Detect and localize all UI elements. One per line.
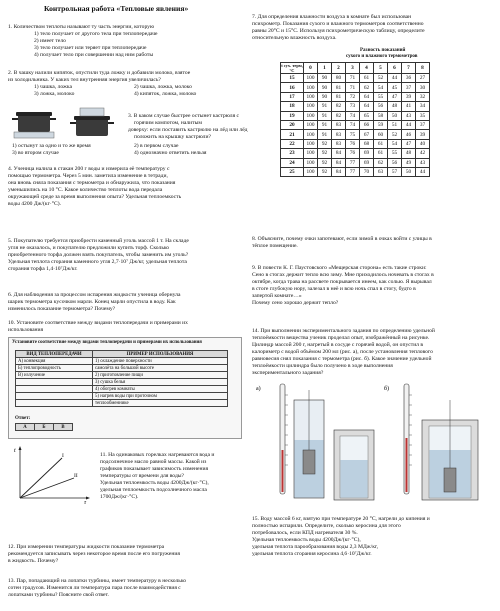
humidity-cell: 48 [402, 149, 416, 158]
humidity-cell: 100 [304, 130, 318, 139]
humidity-cell: 82 [332, 111, 346, 120]
dry-temp-cell: 22 [281, 139, 304, 148]
psychrometric-table [280, 62, 430, 177]
humidity-cell: 67 [360, 130, 374, 139]
humidity-cell: 91 [318, 102, 332, 111]
humidity-cell: 92 [318, 139, 332, 148]
humidity-cell: 68 [360, 139, 374, 148]
q5-line: Удельная теплота сгорания каменного угля 2,7·10⁷ Дж/кг, удельная теплота [8, 259, 187, 265]
q10-inner-title: Установите соответствие между видами теплопередачи и примерами их использования [12, 340, 202, 345]
humidity-cell: 43 [416, 158, 430, 167]
q1-option: 1) тело получает от другого тела при теплопередаче [34, 31, 158, 37]
q10-col-example: ПРИМЕР ИСПОЛЬЗОВАНИЯ [93, 351, 228, 358]
dry-temp-cell: 19 [281, 111, 304, 120]
dry-temp-cell: 18 [281, 102, 304, 111]
q1-option: 2) имеет тело [34, 38, 66, 44]
q10-scanned-task [8, 337, 242, 439]
humidity-cell: 74 [346, 111, 360, 120]
dry-temp-cell: 17 [281, 92, 304, 101]
q11-line: Удельная теплоемкость воды 4200Дж/(кг·°С), [100, 480, 209, 486]
humidity-cell: 72 [346, 92, 360, 101]
humidity-cell: 73 [346, 102, 360, 111]
humidity-cell: 40 [416, 139, 430, 148]
humidity-cell: 49 [402, 158, 416, 167]
humidity-cell: 60 [374, 130, 388, 139]
q10-col-kind: ВИД ТЕПЛОПЕРЕДАЧИ [16, 351, 93, 358]
humidity-cell: 100 [304, 74, 318, 83]
humidity-cell: 77 [346, 167, 360, 176]
humidity-cell: 54 [374, 83, 388, 92]
humidity-cell: 100 [304, 92, 318, 101]
psychrometric-row [281, 74, 430, 83]
dry-temp-cell: 24 [281, 158, 304, 167]
q10-answer-col: Б [35, 424, 54, 431]
q11-line: графиков показывает зависимость изменения [100, 466, 209, 472]
humidity-cell: 71 [346, 74, 360, 83]
q10-kind: Б) теплопроводность [16, 365, 93, 372]
humidity-cell: 100 [304, 167, 318, 176]
q1-option: 3) тело получает или теряет при теплопередаче [34, 45, 147, 51]
humidity-cell: 39 [402, 92, 416, 101]
q14-line: калориметр с водой объёмом 200 мл (рис. а), после установления теплового [252, 349, 433, 355]
humidity-cell: 59 [374, 120, 388, 129]
q11-line: температуры от времени для воды? [100, 473, 185, 479]
humidity-cell: 91 [318, 111, 332, 120]
figure-a [280, 384, 374, 500]
humidity-cell: 64 [360, 102, 374, 111]
diff-header: 8 [416, 63, 430, 74]
q10-answer-label: Ответ: [15, 416, 31, 421]
graph-x-label: τ [84, 500, 87, 504]
q10-line: 10. Установите соответствие между видами теплопередачи и примерами их [8, 320, 188, 326]
humidity-cell: 83 [332, 120, 346, 129]
q7-line: психрометр. Показания сухого и влажного термометров соответственно [252, 21, 424, 27]
humidity-cell: 56 [374, 102, 388, 111]
humidity-cell: 58 [374, 111, 388, 120]
q3-option: 2) в первом случае [134, 143, 179, 149]
q6-line: шарик термометра кусочком марли. Конец марли опустила в воду. Как [8, 299, 176, 305]
q10-example: 2) приготовление пищи [93, 372, 228, 379]
dry-temp-cell: 20 [281, 120, 304, 129]
psychrometric-row [281, 158, 430, 167]
q10-answer-col: В [54, 424, 73, 431]
q1-option: 4) получает тело при совершении над ним работы [34, 52, 154, 58]
q5-line: 5. Покупателю требуется приобрести каменный уголь массой 1 т. На складе [8, 238, 189, 244]
psychrometric-row [281, 102, 430, 111]
q15-line: потребовалось, если КПД нагревателя 30 %. [252, 530, 358, 536]
q9-line: октябре, когда трава на рассвете покрывается инеем, как солью. Я вырывал [252, 279, 432, 285]
metal-cylinder [303, 450, 315, 474]
diff-header: 0 [304, 63, 318, 74]
q4-line: воды 4200 Дж/(кг·°С). [8, 201, 62, 207]
psychrometric-row [281, 167, 430, 176]
humidity-cell: 52 [388, 130, 402, 139]
humidity-cell: 75 [346, 130, 360, 139]
humidity-cell: 32 [416, 92, 430, 101]
humidity-cell: 76 [346, 149, 360, 158]
q2-option: 1) чашка, ложка [34, 84, 73, 90]
q6-line: изменилось показание термометра? Почему? [8, 306, 116, 312]
q14-line: равновесия снял показания с термометра (рис. б). Какое значение удельной [252, 356, 432, 362]
humidity-cell: 39 [416, 130, 430, 139]
humidity-cell: 76 [346, 139, 360, 148]
q3-option: 3) во втором случае [12, 150, 59, 156]
humidity-cell: 54 [388, 139, 402, 148]
humidity-cell: 81 [332, 83, 346, 92]
q14-line: теплоёмкости цилиндра было получено в ходе выполнения [252, 363, 393, 369]
diff-header: 5 [374, 63, 388, 74]
q10-kind: А) конвекция [16, 358, 93, 365]
q10-example: 1) охлаждение поверхности [93, 358, 228, 365]
humidity-cell: 52 [374, 74, 388, 83]
graph-y-label: t [14, 448, 16, 454]
diff-header: 6 [388, 63, 402, 74]
diff-header: 2 [332, 63, 346, 74]
q7-line: равны 20°С и 15°С. Используя психрометрическую таблицу, определите [252, 28, 425, 34]
q8-line: 8. Объясните, почему очки запотевают, если зимой в очках войти с улицы в [252, 236, 432, 242]
q5-line: сгорания торфа 1,4·10⁷Дж/кг. [8, 266, 78, 272]
q14-line: 14. При выполнении экспериментального задания по определению удельной [252, 328, 435, 334]
q11-line: удельная теплоемкость подсолнечного масла [100, 487, 207, 493]
q3-line: положить на крышку кастрюли? [134, 134, 211, 140]
humidity-cell: 55 [388, 149, 402, 158]
thermometer-column [406, 438, 408, 492]
humidity-cell: 41 [402, 102, 416, 111]
humidity-cell: 50 [388, 111, 402, 120]
humidity-cell: 77 [346, 158, 360, 167]
dry-temp-cell: 16 [281, 83, 304, 92]
q13-line: сотен градусов. Изменится ли температура пара после взаимодействия с [8, 585, 181, 591]
psychrometric-row [281, 149, 430, 158]
humidity-cell: 62 [360, 83, 374, 92]
fig-label-a: а) [256, 386, 261, 392]
graph-line-i [20, 458, 62, 498]
humidity-cell: 100 [304, 149, 318, 158]
humidity-cell: 100 [304, 139, 318, 148]
q4-line: она вновь сняла показания с термометра и обнаружила, что показания [8, 180, 176, 186]
q3-option: 1) остынут за одно и то же время [12, 143, 91, 149]
humidity-cell: 61 [360, 74, 374, 83]
humidity-cell: 44 [416, 167, 430, 176]
q11-line: подсолнечное масло равной массы. Какой из [100, 459, 207, 465]
humidity-cell: 84 [332, 158, 346, 167]
humidity-cell: 90 [318, 92, 332, 101]
q10-answer-grid[interactable] [15, 423, 73, 431]
q5-line: приобретенного торфа должен взять покупатель, чтобы заменить им уголь? [8, 252, 189, 258]
humidity-cell: 83 [332, 139, 346, 148]
q2-option: 3) ложка, молоко [34, 91, 75, 97]
humidity-cell: 46 [402, 130, 416, 139]
humidity-cell: 30 [416, 83, 430, 92]
humidity-cell: 69 [360, 158, 374, 167]
graph-label-i: I [62, 453, 64, 459]
q1-text: 1. Количеством теплоты называют ту часть энергии, которую [8, 24, 155, 30]
humidity-cell: 50 [402, 167, 416, 176]
q14-line: экспериментального задания? [252, 370, 324, 376]
humidity-cell: 91 [318, 130, 332, 139]
humidity-cell: 90 [318, 74, 332, 83]
humidity-cell: 91 [318, 120, 332, 129]
q12-line: рекомендуется записывать через некоторое время после его погружения [8, 551, 180, 557]
humidity-cell: 35 [416, 111, 430, 120]
humidity-cell: 47 [388, 92, 402, 101]
psychrometric-row [281, 92, 430, 101]
q11-line: 11. На одинаковых горелках нагреваются вода и [100, 452, 215, 458]
humidity-cell: 51 [388, 120, 402, 129]
humidity-cell: 81 [332, 92, 346, 101]
humidity-cell: 100 [304, 83, 318, 92]
q2-option: 2) чашка, ложка, молоко [134, 84, 192, 90]
humidity-cell: 92 [318, 149, 332, 158]
figure-b [404, 384, 478, 500]
diff-header: 4 [360, 63, 374, 74]
humidity-cell: 100 [304, 158, 318, 167]
q13-line: 13. Пар, попадающий на лопатки турбины, имеет температуру в несколько [8, 578, 187, 584]
humidity-cell: 57 [388, 167, 402, 176]
q2-line: 2. В чашку налили кипяток, опустили туда ложку и добавили молоко, взятое [8, 70, 191, 76]
q10-answer-col: А [16, 424, 35, 431]
q10-example: 3) сушка белья [93, 379, 228, 386]
humidity-cell: 56 [388, 158, 402, 167]
humidity-cell: 44 [388, 74, 402, 83]
q7-line: относительную влажность воздуха. [252, 35, 337, 41]
diff-header: 3 [346, 63, 360, 74]
q9-line: в стоге глубокую нору, залезал в неё и всю ночь спал в стогу, будто в [252, 286, 416, 292]
humidity-cell: 61 [374, 149, 388, 158]
q4-line: помощью термометра. Через 5 мин. заметила изменение в тетради, [8, 173, 168, 179]
humidity-cell: 48 [388, 102, 402, 111]
q15-line: удельная теплота сгорания керосина 4,6·10⁷Дж/кг. [252, 551, 372, 557]
q14-calorimeter-figure [254, 380, 494, 510]
q2-option: 4) кипяток, ложка, молоко [134, 91, 197, 97]
thermometer-column [282, 450, 284, 492]
humidity-cell: 83 [332, 130, 346, 139]
humidity-cell: 82 [332, 102, 346, 111]
humidity-cell: 65 [360, 111, 374, 120]
humidity-cell: 100 [304, 120, 318, 129]
humidity-cell: 27 [416, 74, 430, 83]
psychrometric-row [281, 130, 430, 139]
q2-line: из холодильника. У каких тел внутренняя энергия увеличилась? [8, 77, 161, 83]
q9-line: 9. В повести К. Г. Паустовского «Мещерская сторона» есть такие строки: [252, 265, 427, 271]
q3-option: 4) однозначно ответить нельзя [134, 150, 207, 156]
psychrometric-row [281, 120, 430, 129]
q9-line: Почему сено хорошо держит тепло? [252, 300, 339, 306]
humidity-cell: 84 [332, 167, 346, 176]
psychrometric-caption: Разность показаний [360, 48, 406, 53]
q10-example: 5) нагрев воды при проточном [93, 393, 228, 400]
pot-with-ice-on-lid [70, 108, 114, 136]
header-corner: t сух. терм, °С [281, 63, 303, 73]
humidity-cell: 74 [346, 120, 360, 129]
humidity-cell: 36 [402, 74, 416, 83]
diff-header: 7 [402, 63, 416, 74]
psychrometric-row [281, 83, 430, 92]
psychrometric-caption: сухого и влажного термометров [346, 54, 418, 59]
diff-header: 1 [318, 63, 332, 74]
q10-example: теплообменнике [93, 400, 228, 407]
q10-match-table [15, 350, 228, 407]
humidity-cell: 37 [416, 120, 430, 129]
humidity-cell: 47 [402, 139, 416, 148]
q15-line: 15. Воду массой 6 кг, взятую при температуре 20 °С, нагрели до кипения и [252, 516, 430, 522]
graph-label-ii: II [74, 473, 78, 479]
humidity-cell: 62 [374, 158, 388, 167]
humidity-cell: 34 [416, 102, 430, 111]
psychrometric-row [281, 139, 430, 148]
q11-line: 1700Дж/(кг·°С). [100, 494, 139, 500]
q10-example: 4) обогрев комнаты [93, 386, 228, 393]
q10-kind: В) излучение [16, 372, 93, 379]
humidity-cell: 100 [304, 111, 318, 120]
humidity-cell: 90 [318, 83, 332, 92]
humidity-cell: 70 [360, 167, 374, 176]
humidity-cell: 43 [402, 111, 416, 120]
humidity-cell: 44 [402, 120, 416, 129]
q9-line: запертой комнате…» [252, 293, 302, 299]
dry-temp-cell: 25 [281, 167, 304, 176]
humidity-cell: 61 [374, 139, 388, 148]
q3-line: доверху: если поставить кастрюлю на лёд или лёд [128, 127, 248, 133]
q15-line: Удельная теплоемкость воды 4200Дж/(кг·°С), [252, 537, 361, 543]
q7-line: 7. Для определения влажности воздуха в комнате был использован [252, 14, 412, 20]
humidity-cell: 80 [332, 74, 346, 83]
graph-line-ii [20, 478, 74, 498]
humidity-cell: 100 [304, 102, 318, 111]
humidity-cell: 42 [416, 149, 430, 158]
q4-line: уменьшились на 10 °С. Какое количество теплоты вода передала [8, 187, 163, 193]
dry-temp-cell: 23 [281, 149, 304, 158]
q4-line: 4. Ученица налила в стакан 200 г воды и измерила её температуру с [8, 166, 170, 172]
pot-on-ice [12, 112, 56, 138]
q13-line: лопатками турбины? Поясните свой ответ. [8, 592, 109, 598]
humidity-cell: 66 [360, 120, 374, 129]
q9-line: Сено в стогах держит тепло всю зиму. Мне приходилось ночевать в стогах в [252, 272, 434, 278]
q11-graph [12, 444, 92, 504]
humidity-cell: 45 [388, 83, 402, 92]
humidity-cell: 55 [374, 92, 388, 101]
humidity-cell: 64 [360, 92, 374, 101]
q14-line: теплоёмкости вещества ученик проделал опыт, изображённый на рисунке. [252, 335, 430, 341]
dry-temp-cell: 21 [281, 130, 304, 139]
humidity-cell: 92 [318, 158, 332, 167]
q10-example: самолёта на большой высоте [93, 365, 228, 372]
humidity-cell: 37 [402, 83, 416, 92]
q15-line: полностью испарили. Определите, сколько керосина для этого [252, 523, 401, 529]
humidity-cell: 69 [360, 149, 374, 158]
q8-line: тёплое помещение. [252, 243, 298, 249]
humidity-cell: 84 [332, 149, 346, 158]
humidity-cell: 71 [346, 83, 360, 92]
humidity-cell: 92 [318, 167, 332, 176]
q4-line: окружающей среде за время выполнения опыта? Удельная теплоемкость [8, 194, 182, 200]
q12-line: в жидкость. Почему? [8, 558, 59, 564]
psychrometric-row [281, 111, 430, 120]
page-title: Контрольная работа «Тепловые явления» [44, 4, 189, 13]
fig-label-b: б) [384, 386, 390, 392]
q3-line: 3. В каком случае быстрее остынет кастрюля с [128, 113, 240, 119]
q12-line: 12. При измерении температуры жидкости показание термометра [8, 544, 165, 550]
q15-line: удельная теплота парообразования воды 2,3 МДж/кг, [252, 544, 378, 550]
q14-line: Цилиндр массой 200 г, нагретый в сосуде с горячей водой, он опустил в [252, 342, 424, 348]
pots-illustration [12, 104, 124, 142]
q3-line: горячим компотом, налитым [134, 120, 202, 126]
dry-temp-cell: 15 [281, 74, 304, 83]
q10-line: использования [8, 327, 44, 333]
metal-cylinder [444, 468, 456, 492]
q5-line: угля не оказалось, и покупателю предложили купить торф. Сколько [8, 245, 170, 251]
humidity-cell: 63 [374, 167, 388, 176]
q6-line: 6. Для наблюдения за процессом испарения жидкости ученица обернула [8, 292, 181, 298]
